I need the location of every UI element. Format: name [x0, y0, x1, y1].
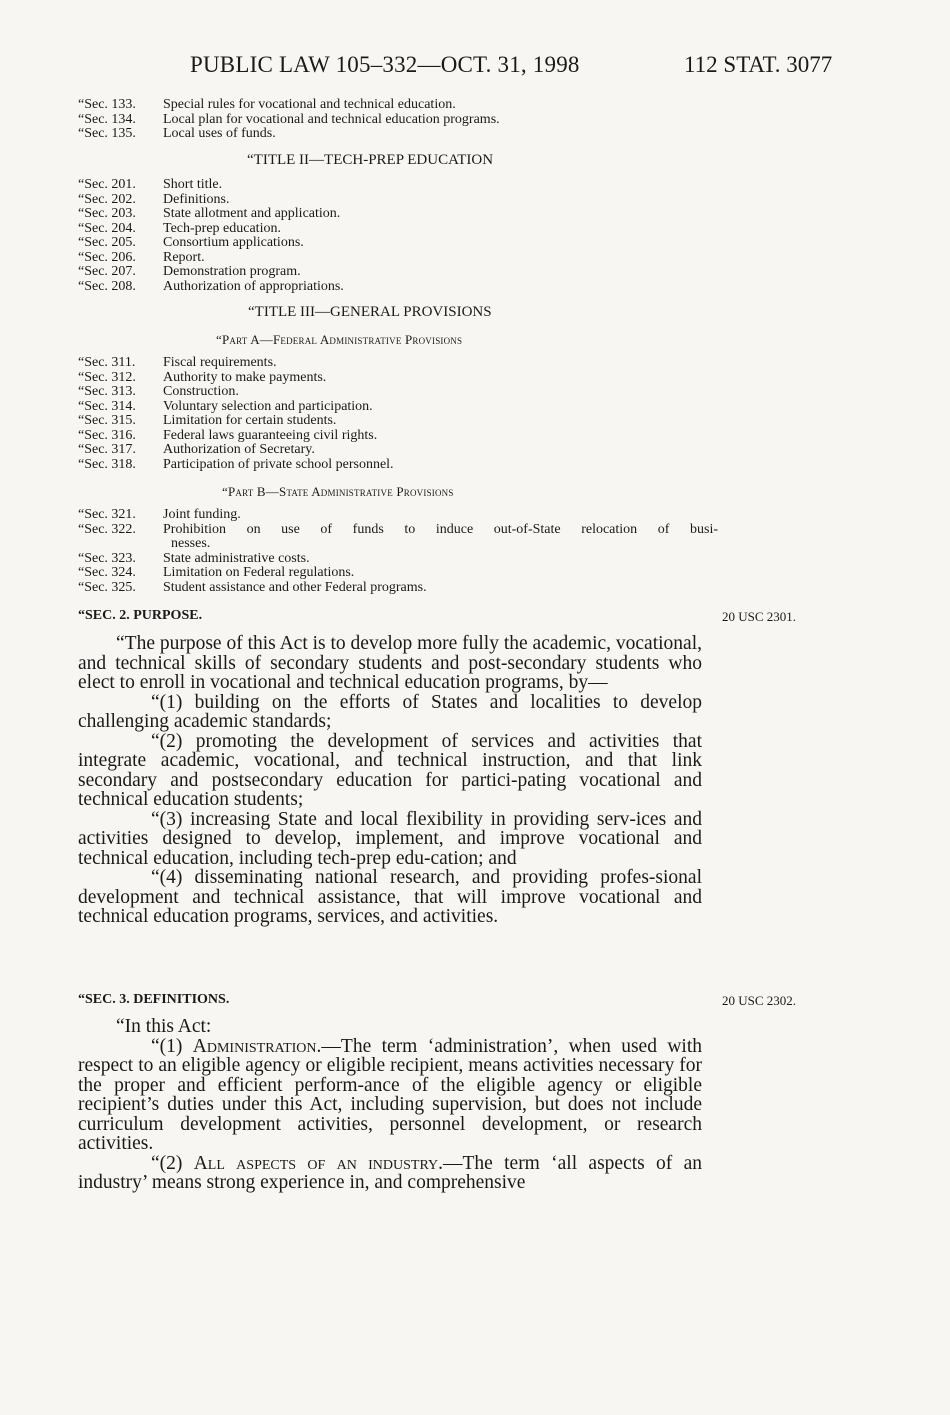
toc-entry	[78, 280, 718, 295]
section-2-item-2: “(2) promoting the development of services and activities that integrate academic, vocational, and technical instruction, and that link secondary and postsecondary education for partici-pating vocational and technical education students;	[78, 730, 702, 810]
toc-entry	[78, 414, 718, 429]
toc-entry	[78, 552, 718, 567]
toc-section-title: Voluntary selection and participation.	[163, 398, 373, 414]
toc-entry	[78, 400, 718, 415]
toc-section-title: Limitation on Federal regulations.	[163, 565, 355, 580]
toc-section-number: “Sec. 208.	[78, 278, 136, 294]
toc-entry	[78, 251, 718, 266]
toc-entry	[78, 265, 718, 280]
definition-1-term: Administration	[192, 1035, 317, 1057]
toc-section-number: “Sec. 133.	[78, 97, 136, 112]
toc-section-title: Federal laws guaranteeing civil rights.	[163, 427, 378, 443]
toc-entry	[78, 385, 718, 400]
toc-title2-heading: “TITLE II—TECH-PREP EDUCATION	[247, 152, 494, 168]
toc-section-title: Local plan for vocational and technical education programs.	[163, 111, 500, 127]
toc-section-number: “Sec. 311.	[78, 355, 136, 370]
section-3-heading: “SEC. 3. DEFINITIONS.	[78, 992, 230, 1007]
definition-1-number: “(1)	[151, 1035, 193, 1057]
toc-section-title-continuation: nesses.	[171, 536, 211, 551]
toc-section-title: Authorization of appropriations.	[163, 278, 344, 294]
toc-entry	[78, 523, 718, 538]
section-2-heading: “SEC. 2. PURPOSE.	[78, 608, 203, 623]
toc-section-title: Construction.	[163, 384, 239, 399]
toc-section-number: “Sec. 315.	[78, 413, 136, 428]
section-2-item-1: “(1) building on the efforts of States and localities to develop challenging academic standards;	[78, 691, 702, 732]
toc-section-title: Limitation for certain students.	[163, 413, 337, 428]
toc-part-a-list	[78, 356, 718, 472]
section-2-item-3: “(3) increasing State and local flexibility in providing serv-ices and activities designed to develop, implement, and improve vocational and technical education, including tech-prep edu-cation; and	[78, 808, 702, 869]
toc-title2-list	[78, 178, 718, 294]
toc-entry	[78, 508, 718, 523]
toc-entry	[78, 98, 718, 113]
toc-section-title: Short title.	[163, 177, 223, 192]
running-header-title: PUBLIC LAW 105–332—OCT. 31, 1998	[190, 52, 580, 77]
toc-section-number: “Sec. 324.	[78, 565, 136, 580]
toc-section-title: Prohibition on use of funds to induce out-of-State relocation of busi-	[163, 521, 718, 537]
toc-section-number: “Sec. 317.	[78, 442, 136, 457]
toc-entry	[78, 371, 718, 386]
toc-section-title: Authorization of Secretary.	[163, 442, 315, 457]
toc-entry	[78, 178, 718, 193]
toc-section-title: Special rules for vocational and technical education.	[163, 97, 456, 112]
toc-section-title: Authority to make payments.	[163, 369, 327, 385]
toc-part-b-list	[78, 508, 718, 595]
section-3-intro: “In this Act:	[116, 1016, 212, 1037]
toc-section-number: “Sec. 322.	[78, 521, 136, 537]
toc-section-title: Definitions.	[163, 191, 230, 207]
toc-section-title: Demonstration program.	[163, 264, 301, 279]
section-3-margin-citation: 20 USC 2302.	[722, 993, 797, 1008]
toc-section-number: “Sec. 203.	[78, 206, 136, 221]
definition-2-paragraph	[78, 1154, 702, 1193]
definition-2-term: All aspects of an industry	[193, 1152, 439, 1174]
toc-entry	[78, 566, 718, 581]
toc-entry-continuation	[78, 537, 718, 552]
toc-section-number: “Sec. 201.	[78, 177, 136, 192]
toc-section-title: Consortium applications.	[163, 235, 304, 250]
toc-section-number: “Sec. 135.	[78, 126, 136, 141]
toc-entry	[78, 429, 718, 444]
toc-section-number: “Sec. 316.	[78, 427, 136, 443]
toc-section-title: Fiscal requirements.	[163, 355, 277, 370]
toc-entry	[78, 443, 718, 458]
section-2-body	[78, 634, 702, 927]
section-2-margin-citation: 20 USC 2301.	[722, 609, 797, 624]
toc-section-number: “Sec. 313.	[78, 384, 136, 399]
definition-2-number: “(2)	[151, 1152, 194, 1174]
running-header-stat: 112 STAT. 3077	[684, 52, 833, 77]
toc-entry	[78, 222, 718, 237]
section-2-item-4: “(4) disseminating national research, and providing profes-sional development and technical assistance, that will improve vocational and technical education programs, services, and activities.	[78, 867, 702, 927]
toc-part-a-heading: “Part A—Federal Administrative Provisions	[216, 332, 463, 347]
toc-entry	[78, 458, 718, 473]
toc-section-title: State administrative costs.	[163, 550, 310, 566]
toc-section-title: Tech-prep education.	[163, 220, 281, 236]
toc-section-number: “Sec. 204.	[78, 220, 136, 236]
toc-section-title: Joint funding.	[163, 507, 241, 522]
section-2-intro-paragraph: “The purpose of this Act is to develop more fully the academic, vocational, and technical skills of secondary students and post-secondary students who elect to enroll in vocational and technical education programs, by—	[78, 633, 702, 693]
toc-section-number: “Sec. 205.	[78, 235, 136, 250]
toc-title1-continuation	[78, 98, 718, 142]
definition-1-paragraph	[78, 1037, 702, 1154]
definition-1-text: .—The term ‘administration’, when used with respect to an eligible agency or eligible recipient, means activities necessary for the proper and efficient perform-ance of the eligible agency or eligible recipient’s duties under this Act, including supervision, but does not include curriculum development activities, personnel development, or research activities.	[78, 1035, 702, 1154]
section-3-body	[78, 1017, 702, 1193]
toc-section-title: Student assistance and other Federal programs.	[163, 579, 427, 595]
toc-section-number: “Sec. 312.	[78, 369, 136, 385]
toc-part-b-heading: “Part B—State Administrative Provisions	[222, 484, 454, 499]
definition-2-text: .—The term ‘all aspects of an industry’ means strong experience in, and comprehensive	[78, 1152, 702, 1193]
toc-entry	[78, 127, 718, 142]
toc-section-number: “Sec. 321.	[78, 507, 136, 522]
toc-section-number: “Sec. 207.	[78, 264, 136, 279]
toc-spacer	[78, 537, 163, 552]
toc-entry	[78, 356, 718, 371]
toc-section-number: “Sec. 202.	[78, 191, 136, 207]
toc-entry	[78, 113, 718, 128]
toc-section-title: Participation of private school personnel.	[163, 456, 394, 472]
toc-section-title: Report.	[163, 249, 205, 265]
toc-section-title: State allotment and application.	[163, 206, 341, 221]
toc-entry	[78, 193, 718, 208]
toc-entry	[78, 207, 718, 222]
toc-section-number: “Sec. 325.	[78, 579, 136, 595]
toc-entry	[78, 236, 718, 251]
toc-section-number: “Sec. 323.	[78, 550, 136, 566]
toc-section-title: Local uses of funds.	[163, 126, 276, 141]
toc-section-number: “Sec. 206.	[78, 249, 136, 265]
toc-entry	[78, 581, 718, 596]
toc-section-number: “Sec. 134.	[78, 111, 136, 127]
toc-section-number: “Sec. 318.	[78, 456, 136, 472]
toc-title3-heading: “TITLE III—GENERAL PROVISIONS	[248, 304, 492, 320]
toc-section-number: “Sec. 314.	[78, 398, 136, 414]
